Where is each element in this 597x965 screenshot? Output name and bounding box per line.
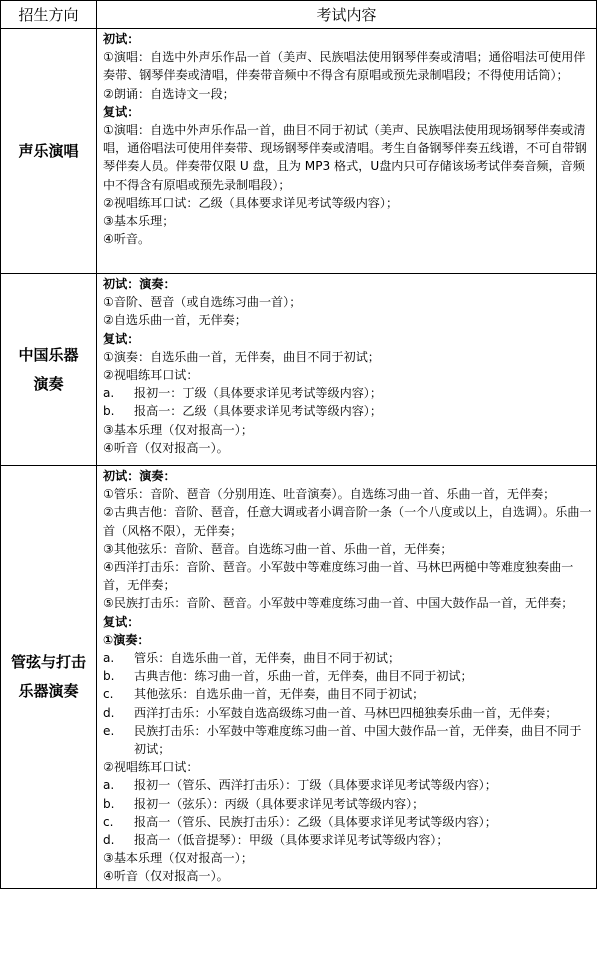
section-heading: 复试： <box>103 331 140 346</box>
list-text: 报初一（管乐、西洋打击乐）：丁级（具体要求详见考试等级内容）； <box>134 778 497 793</box>
content-line: ②视唱练耳口试： <box>103 760 199 775</box>
list-item <box>103 384 592 402</box>
category-cell <box>1 466 97 889</box>
list-item <box>103 813 592 831</box>
list-text: 管乐：自选乐曲一首，无伴奏，曲目不同于初试； <box>134 651 401 666</box>
section-heading: 初试： <box>103 32 140 46</box>
content-line: ④听音。 <box>103 232 151 247</box>
list-item <box>103 722 592 758</box>
list-text: 报高一（低音提琴）：甲级（具体要求详见考试等级内容）； <box>134 833 449 848</box>
content-line: ③基本乐理（仅对报高一）； <box>103 851 253 866</box>
list-marker: a. <box>103 651 115 666</box>
list-item <box>103 776 592 794</box>
section-heading: 初试：演奏： <box>103 469 176 483</box>
list-marker: d. <box>103 705 115 720</box>
list-marker: c. <box>103 814 114 829</box>
content-line: ①演奏：自选乐曲一首，无伴奏，曲目不同于初试； <box>103 349 380 364</box>
category-label: 声乐演唱 <box>18 141 79 160</box>
list-text: 报初一：丁级（具体要求详见考试等级内容）； <box>134 386 382 401</box>
header-row <box>1 1 597 29</box>
category-label: 管弦与打击 <box>10 652 86 671</box>
header-content: 考试内容 <box>97 1 597 29</box>
list-item <box>103 649 592 667</box>
content-line: ②视唱练耳口试：乙级（具体要求详见考试等级内容）； <box>103 195 399 210</box>
content-line: ④听音（仅对报高一）。 <box>103 440 229 455</box>
list-text: 报高一（管乐、民族打击乐）：乙级（具体要求详见考试等级内容）； <box>134 814 497 829</box>
list-text: 民族打击乐：小军鼓中等难度练习曲一首、中国大鼓作品一首，无伴奏，曲目不同于初试； <box>134 723 582 757</box>
content-line: ③基本乐理（仅对报高一）； <box>103 422 253 437</box>
list-item <box>103 831 592 849</box>
list-text: 其他弦乐：自选乐曲一首，无伴奏，曲目不同于初试； <box>134 687 425 702</box>
content-line: ⑤民族打击乐：音阶、琶音。小军鼓中等难度练习曲一首、中国大鼓作品一首，无伴奏； <box>103 596 574 611</box>
list-item <box>103 402 592 420</box>
content-cell <box>97 274 597 466</box>
table-row <box>1 274 597 466</box>
list-text: 报高一：乙级（具体要求详见考试等级内容）； <box>134 404 382 419</box>
table-row <box>1 29 597 274</box>
content-line: ③基本乐理； <box>103 214 175 229</box>
list-text: 西洋打击乐：小军鼓自选高级练习曲一首、马林巴四槌独奏乐曲一首，无伴奏； <box>134 705 558 720</box>
header-direction: 招生方向 <box>1 1 97 29</box>
content-line: ①音阶、琶音（或自选练习曲一首）； <box>103 295 302 310</box>
category-cell <box>1 29 97 274</box>
list-marker: b. <box>103 669 115 684</box>
list-marker: b. <box>103 404 115 419</box>
category-label: 演奏 <box>33 374 64 393</box>
list-marker: c. <box>103 687 114 702</box>
content-line: ①演唱：自选中外声乐作品一首（美声、民族唱法使用钢琴伴奏或清唱；通俗唱法可使用伴奏带、钢琴伴奏或清唱，伴奏带音频中不得含有原唱或预先录制唱段；不得使用话筒）； <box>103 50 586 83</box>
content-cell <box>97 466 597 889</box>
subsection-heading: ①演奏： <box>103 632 150 647</box>
content-line: ①管乐：音阶、琶音（分别用连、吐音演奏）。自选练习曲一首、乐曲一首，无伴奏； <box>103 487 556 502</box>
content-line: ③其他弦乐：音阶、琶音。自选练习曲一首、乐曲一首，无伴奏； <box>103 541 453 556</box>
list-text: 古典吉他：练习曲一首，乐曲一首，无伴奏，曲目不同于初试； <box>134 669 473 684</box>
list-marker: d. <box>103 833 115 848</box>
list-marker: e. <box>103 723 115 738</box>
content-line: ④听音（仅对报高一）。 <box>103 869 229 884</box>
list-item <box>103 795 592 813</box>
list-marker: b. <box>103 796 115 811</box>
content-cell <box>97 29 597 274</box>
section-heading: 复试： <box>103 614 140 629</box>
list-item <box>103 685 592 703</box>
category-label: 中国乐器 <box>18 345 79 364</box>
category-cell <box>1 274 97 466</box>
section-heading: 复试： <box>103 104 140 119</box>
list-item <box>103 704 592 722</box>
content-line: ②古典吉他：音阶、琶音，任意大调或者小调音阶一条（一个八度或以上，自选调）。乐曲一首（风格不限），无伴奏； <box>103 505 592 538</box>
content-line: ④西洋打击乐：音阶、琶音。小军鼓中等难度练习曲一首、马林巴两槌中等难度独奏曲一首，无伴奏； <box>103 560 574 593</box>
category-label: 乐器演奏 <box>18 681 79 700</box>
content-line: ②视唱练耳口试： <box>103 368 199 383</box>
content-line: ②朗诵：自选诗文一段； <box>103 86 235 101</box>
content-line: ①演唱：自选中外声乐作品一首，曲目不同于初试（美声、民族唱法使用现场钢琴伴奏或清唱，通俗唱法可使用伴奏带、现场钢琴伴奏或清唱。考生自备钢琴伴奏五线谱，不可自带钢琴伴奏人员。伴奏带仅限 U 盘，且为 MP3 格式，U盘内只可存储该场考试伴奏音频，音频中不得含有原唱或预先录制唱段）； <box>103 123 587 192</box>
content-line: ②自选乐曲一首，无伴奏； <box>103 313 247 328</box>
list-item <box>103 667 592 685</box>
list-marker: a. <box>103 778 115 793</box>
list-marker: a. <box>103 386 115 401</box>
table-row <box>1 466 597 889</box>
section-heading: 初试：演奏： <box>103 277 176 291</box>
list-text: 报初一（弦乐）：丙级（具体要求详见考试等级内容）； <box>134 796 425 811</box>
